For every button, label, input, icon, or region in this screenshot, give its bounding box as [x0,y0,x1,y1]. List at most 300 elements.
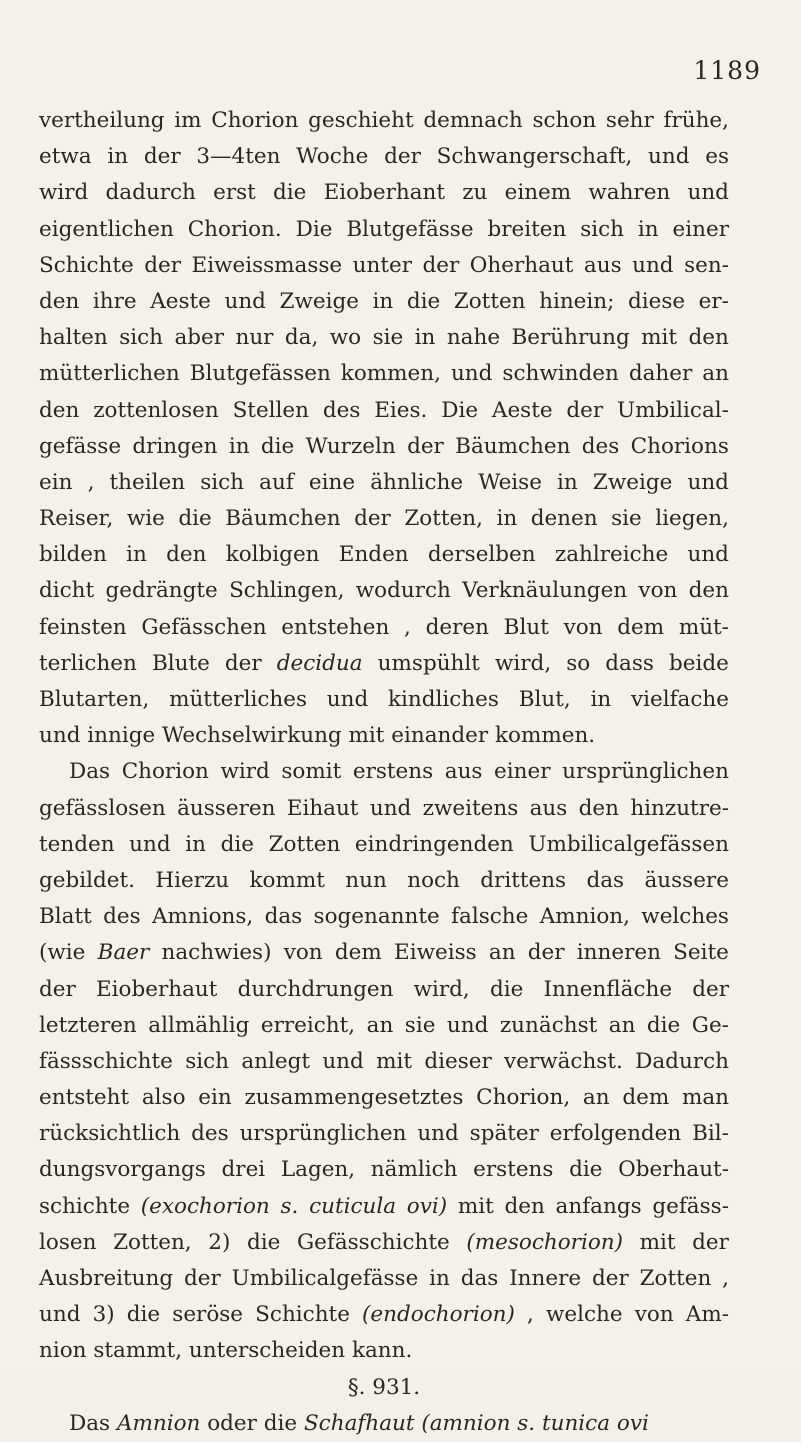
word: Ausbreitung [39,1266,174,1291]
word: zahlreiche [554,542,669,568]
word: und [224,288,266,314]
word: äusseren [177,795,276,821]
word: sehr [605,108,654,133]
word: (wie [39,940,86,966]
word: frühe, [663,108,729,133]
word: sich [185,1048,230,1074]
word: wird [39,180,89,206]
word: Bil- [692,1121,729,1147]
word: sich [200,469,245,495]
word: schichte [39,1193,131,1219]
word: zunächst [499,1012,598,1038]
text-line [39,1370,729,1406]
word: Zotten [639,1266,712,1291]
word: der [566,397,604,423]
word: 2) [208,1229,231,1255]
word: gefässe [39,433,122,459]
word: welches [641,904,729,930]
word: anlegt [241,1048,311,1074]
word: die [272,180,307,206]
italic-word: (exochorion [140,1193,270,1219]
italic-word: cuticula [309,1193,397,1219]
word: sie [404,1012,436,1038]
text-line [39,935,729,971]
word: sogenannte [313,904,440,930]
word: also [141,1085,186,1111]
word: beide [669,650,729,676]
word: die [406,288,441,314]
word: Oherhaut [469,252,574,278]
word: den [166,542,207,568]
page-number: 1189 [693,56,761,85]
word: Reiser, [39,506,114,532]
italic-word: decidua [276,650,363,676]
text-line [39,1189,729,1225]
word: tenden [39,831,115,857]
word: den [504,1193,545,1219]
word: dadurch [105,180,196,206]
text-line [39,1116,729,1152]
text-line [39,537,729,573]
word: und [322,1048,364,1074]
word: der [184,1266,221,1291]
word: des [191,1121,229,1147]
word: aus [583,252,622,278]
word: dem [622,1085,670,1111]
word: Bäumchen [225,506,341,532]
word: nachwies) [161,940,272,966]
word: vertheilung [39,108,165,133]
word: von [638,578,678,604]
word: den [688,578,729,604]
text-line [39,320,729,356]
word: wo [329,325,362,351]
word: nun [345,867,387,893]
word: in [557,469,578,495]
word: gefäss- [652,1193,729,1219]
word: es [705,144,729,170]
word: mit [457,1193,494,1219]
word: das [460,1266,499,1291]
word: Blatt [39,904,92,930]
word: Verknäulungen [462,578,628,604]
word: Chorion, [476,1085,571,1111]
word: zweitens [422,795,519,821]
word: Schichte [39,252,134,278]
text-line [39,175,729,211]
word: inneren [576,940,661,966]
word: Umbilical- [617,397,729,423]
word: die [489,976,524,1002]
word: erfolgenden [549,1121,682,1147]
word: Chorions [630,433,729,459]
word: äussere [644,867,729,893]
word: ein [198,1085,232,1111]
word: Eiweissmasse [191,252,343,278]
word: Gefässchen [141,614,267,640]
text-line [39,972,729,1008]
word: rücksichtlich [39,1121,181,1147]
word: Umbilicalgefässen [528,831,729,857]
word: Eies. [374,397,428,423]
word: später [469,1121,539,1147]
word: noch [407,867,460,893]
word: des [322,397,361,423]
word: Eiweiss [394,940,477,966]
word: Seite [673,940,729,966]
word: und [648,144,690,170]
text-line [39,465,729,501]
word: Das [69,759,111,785]
word: ihre [92,288,137,314]
text-line [39,754,729,790]
word: kommt [249,867,325,893]
word: denen [530,506,598,532]
word: der [591,1266,629,1291]
word: dringen [132,433,218,459]
word: sie [611,506,642,532]
word: eigentlichen [39,216,174,242]
word: dem [617,614,665,640]
word: gefässlosen [39,795,166,821]
word: an [582,1085,610,1111]
word: die [260,433,295,459]
word: Hierzu [155,867,230,893]
word: falsche [451,904,529,930]
word: kommen, [340,361,441,387]
word: und [39,1302,81,1328]
word: drittens [480,867,567,893]
word: fässschichte [39,1048,173,1074]
word: und [632,252,674,278]
text-line [39,646,729,682]
word: nahe [446,325,501,351]
word: und [687,542,729,568]
word: ursprünglichen [239,1121,407,1147]
word: an [702,361,729,387]
word: Eioberhaut [95,976,218,1002]
word: dass [605,650,654,676]
text-line [39,682,729,718]
word: Zotten, [404,506,483,532]
text-line [39,284,729,320]
word: und [450,361,493,387]
word: und [687,180,729,206]
word: man [681,1085,729,1111]
word: in [496,506,518,532]
word: vielfache [630,687,729,712]
word: an [488,940,516,966]
word: Blutgefässen [189,361,331,387]
word: Blut [503,614,549,640]
word: dieser [424,1048,492,1074]
word: Zweige [592,469,673,495]
word: so [566,650,591,676]
word: hinein; [539,288,615,314]
word: in [228,433,250,459]
word: ursprünglichen [562,759,729,785]
word: Am- [685,1302,729,1328]
word: in [590,687,612,712]
italic-word: (mesochorion) [466,1229,624,1255]
word: den [688,325,729,351]
word: losen [39,1229,97,1255]
word: wie [126,506,165,532]
word: bilden [39,542,107,568]
word: und [129,831,171,857]
word: Aeste [150,288,211,314]
word: mit [376,1048,413,1074]
text-line [39,1044,729,1080]
word: Aeste [491,397,553,423]
word: letzteren [39,1012,137,1038]
word: hinzutre- [630,795,729,821]
word: und [687,469,729,495]
text-line [39,791,729,827]
word: Innenfläche [543,976,673,1002]
word: Eihaut [286,795,359,821]
text-line [39,103,729,139]
word: Weise [478,469,542,495]
text-line [39,573,729,609]
text-segment: §. 931. [347,1374,421,1400]
word: Gefässchichte [296,1229,450,1255]
word: des [103,904,141,930]
word: wird, [413,976,470,1002]
word: feinsten [39,614,127,640]
word: des [581,433,620,459]
word: , [404,614,411,640]
word: nämlich [370,1157,458,1183]
word: Ge- [691,1012,729,1038]
word: nur [235,325,274,351]
word: Blute [151,650,210,676]
word: , [87,469,95,495]
word: einer [494,759,551,785]
word: aus [529,795,568,821]
text-line [39,827,729,863]
word: der [422,252,460,278]
word: da, [284,325,319,351]
word: umspühlt [377,650,480,676]
word: in [185,831,206,857]
word: anfangs [555,1193,642,1219]
word: an [366,1012,394,1038]
word: demnach [423,108,523,133]
word: erstens [473,1157,554,1183]
word: sich [119,325,164,351]
word: Berührung [511,325,630,351]
word: kolbigen [225,542,320,568]
word: die [220,831,254,857]
word: Woche [296,144,369,170]
word: den [39,397,80,423]
word: wird, [495,650,552,676]
text-line [39,1297,729,1333]
text-line [39,393,729,429]
word: welche [545,1302,623,1328]
word: derselben [427,542,536,568]
word: an [608,1012,636,1038]
word: allmählig [148,1012,250,1038]
word: sich [580,216,625,242]
word: zu [462,180,488,206]
word: von [563,614,603,640]
word: im [174,108,202,133]
word: kindliches [388,687,499,712]
word: Die [295,216,333,242]
word: in [372,288,394,314]
word: die [646,1012,681,1038]
word: den [578,795,619,821]
italic-word: s. [280,1193,299,1219]
text-line [39,212,729,248]
word: Blutarten, [39,687,150,712]
word: aus [444,759,483,785]
word: Oberhaut- [618,1157,729,1183]
word: in [107,144,129,170]
word: Lagen, [280,1157,356,1183]
word: wird [220,759,270,785]
word: in [414,325,436,351]
word: liegen, [655,506,729,532]
word: auf [259,469,294,495]
word: der [527,940,565,966]
word: Eioberhant [323,180,445,206]
word: halten [39,325,108,351]
word: der [39,976,76,1002]
word: Chorion [121,759,209,785]
word: der [692,976,729,1002]
text-segment: Das [69,1410,117,1436]
word: müt- [678,614,729,640]
word: der [143,144,181,170]
word: Dadurch [635,1048,729,1074]
word: dungsvorgangs [39,1157,206,1183]
word: und [369,795,412,821]
word: theilen [109,469,186,495]
word: Amnions, [151,904,254,930]
text-line [39,429,729,465]
word: Zotten [453,288,526,314]
word: in [637,216,659,242]
word: mütterlichen [39,361,180,387]
word: der [144,252,182,278]
word: Zotten, [113,1229,192,1255]
word: der [224,650,262,676]
word: von [283,940,323,966]
word: ähnliche [370,469,464,495]
word: Schichte [255,1302,350,1328]
text-line [39,1406,729,1442]
word: dem [334,940,382,966]
word: er- [698,288,729,314]
word: daher [628,361,693,387]
word: Enden [338,542,409,568]
word: aber [174,325,225,351]
text-line [39,899,729,935]
word: die [178,506,212,532]
word: wodurch [355,578,451,604]
word: das [264,904,303,930]
italic-text: Schafhaut (amnion s. tunica ovi [303,1410,649,1436]
word: erstens [352,759,434,785]
word: eindringenden [354,831,514,857]
word: Blutgefässe [346,216,474,242]
word: zusammengesetztes [244,1085,464,1111]
italic-word: ovi) [406,1193,448,1219]
word: dicht [39,578,95,604]
text-segment: und innige Wechselwirkung mit einander kommen. [39,723,596,749]
word: einer [672,216,729,242]
word: Umbilicalgefässe [231,1266,419,1291]
word: 3—4ten [196,144,281,170]
word: gedrängte [105,578,218,604]
word: Zweige [279,288,359,314]
text-line [39,1152,729,1188]
word: entstehen [281,614,390,640]
word: mit [641,325,678,351]
word: Zotten [268,831,341,857]
text-line [39,248,729,284]
word: ein [39,469,73,495]
word: Amnion, [539,904,630,930]
word: durchdrungen [237,976,394,1002]
word: terlichen [39,650,137,676]
word: erst [213,180,256,206]
word: das [586,867,625,893]
word: von [634,1302,674,1328]
word: der [384,144,421,170]
italic-text: Amnion [116,1410,201,1436]
word: Chorion. [187,216,282,242]
word: mit [639,1229,676,1255]
text-line [39,1080,729,1116]
word: Chorion [211,108,299,133]
word: breiten [487,216,567,242]
word: , [527,1302,534,1328]
word: sen- [684,252,729,278]
word: Innere [509,1266,582,1291]
word: die [246,1229,281,1255]
word: seröse [172,1302,244,1328]
text-line [39,1333,729,1369]
body-text [39,103,729,1442]
word: gebildet. [39,867,135,893]
italic-word: Baer [97,940,150,966]
text-line [39,718,729,754]
word: Die [441,397,479,423]
text-line [39,501,729,537]
word: , [722,1266,729,1291]
word: der [407,433,444,459]
word: die [126,1302,161,1328]
word: in [429,1266,450,1291]
text-line [39,1225,729,1261]
text-segment: oder die [200,1410,304,1436]
word: den [39,288,80,314]
word: eine [308,469,356,495]
text-line [39,139,729,175]
word: Wurzeln [305,433,396,459]
word: Bäumchen [455,433,571,459]
word: somit [281,759,342,785]
word: wahren [588,180,671,206]
word: Stellen [232,397,309,423]
word: schwinden [502,361,619,387]
word: Schwangerschaft, [436,144,633,170]
word: drei [221,1157,266,1183]
